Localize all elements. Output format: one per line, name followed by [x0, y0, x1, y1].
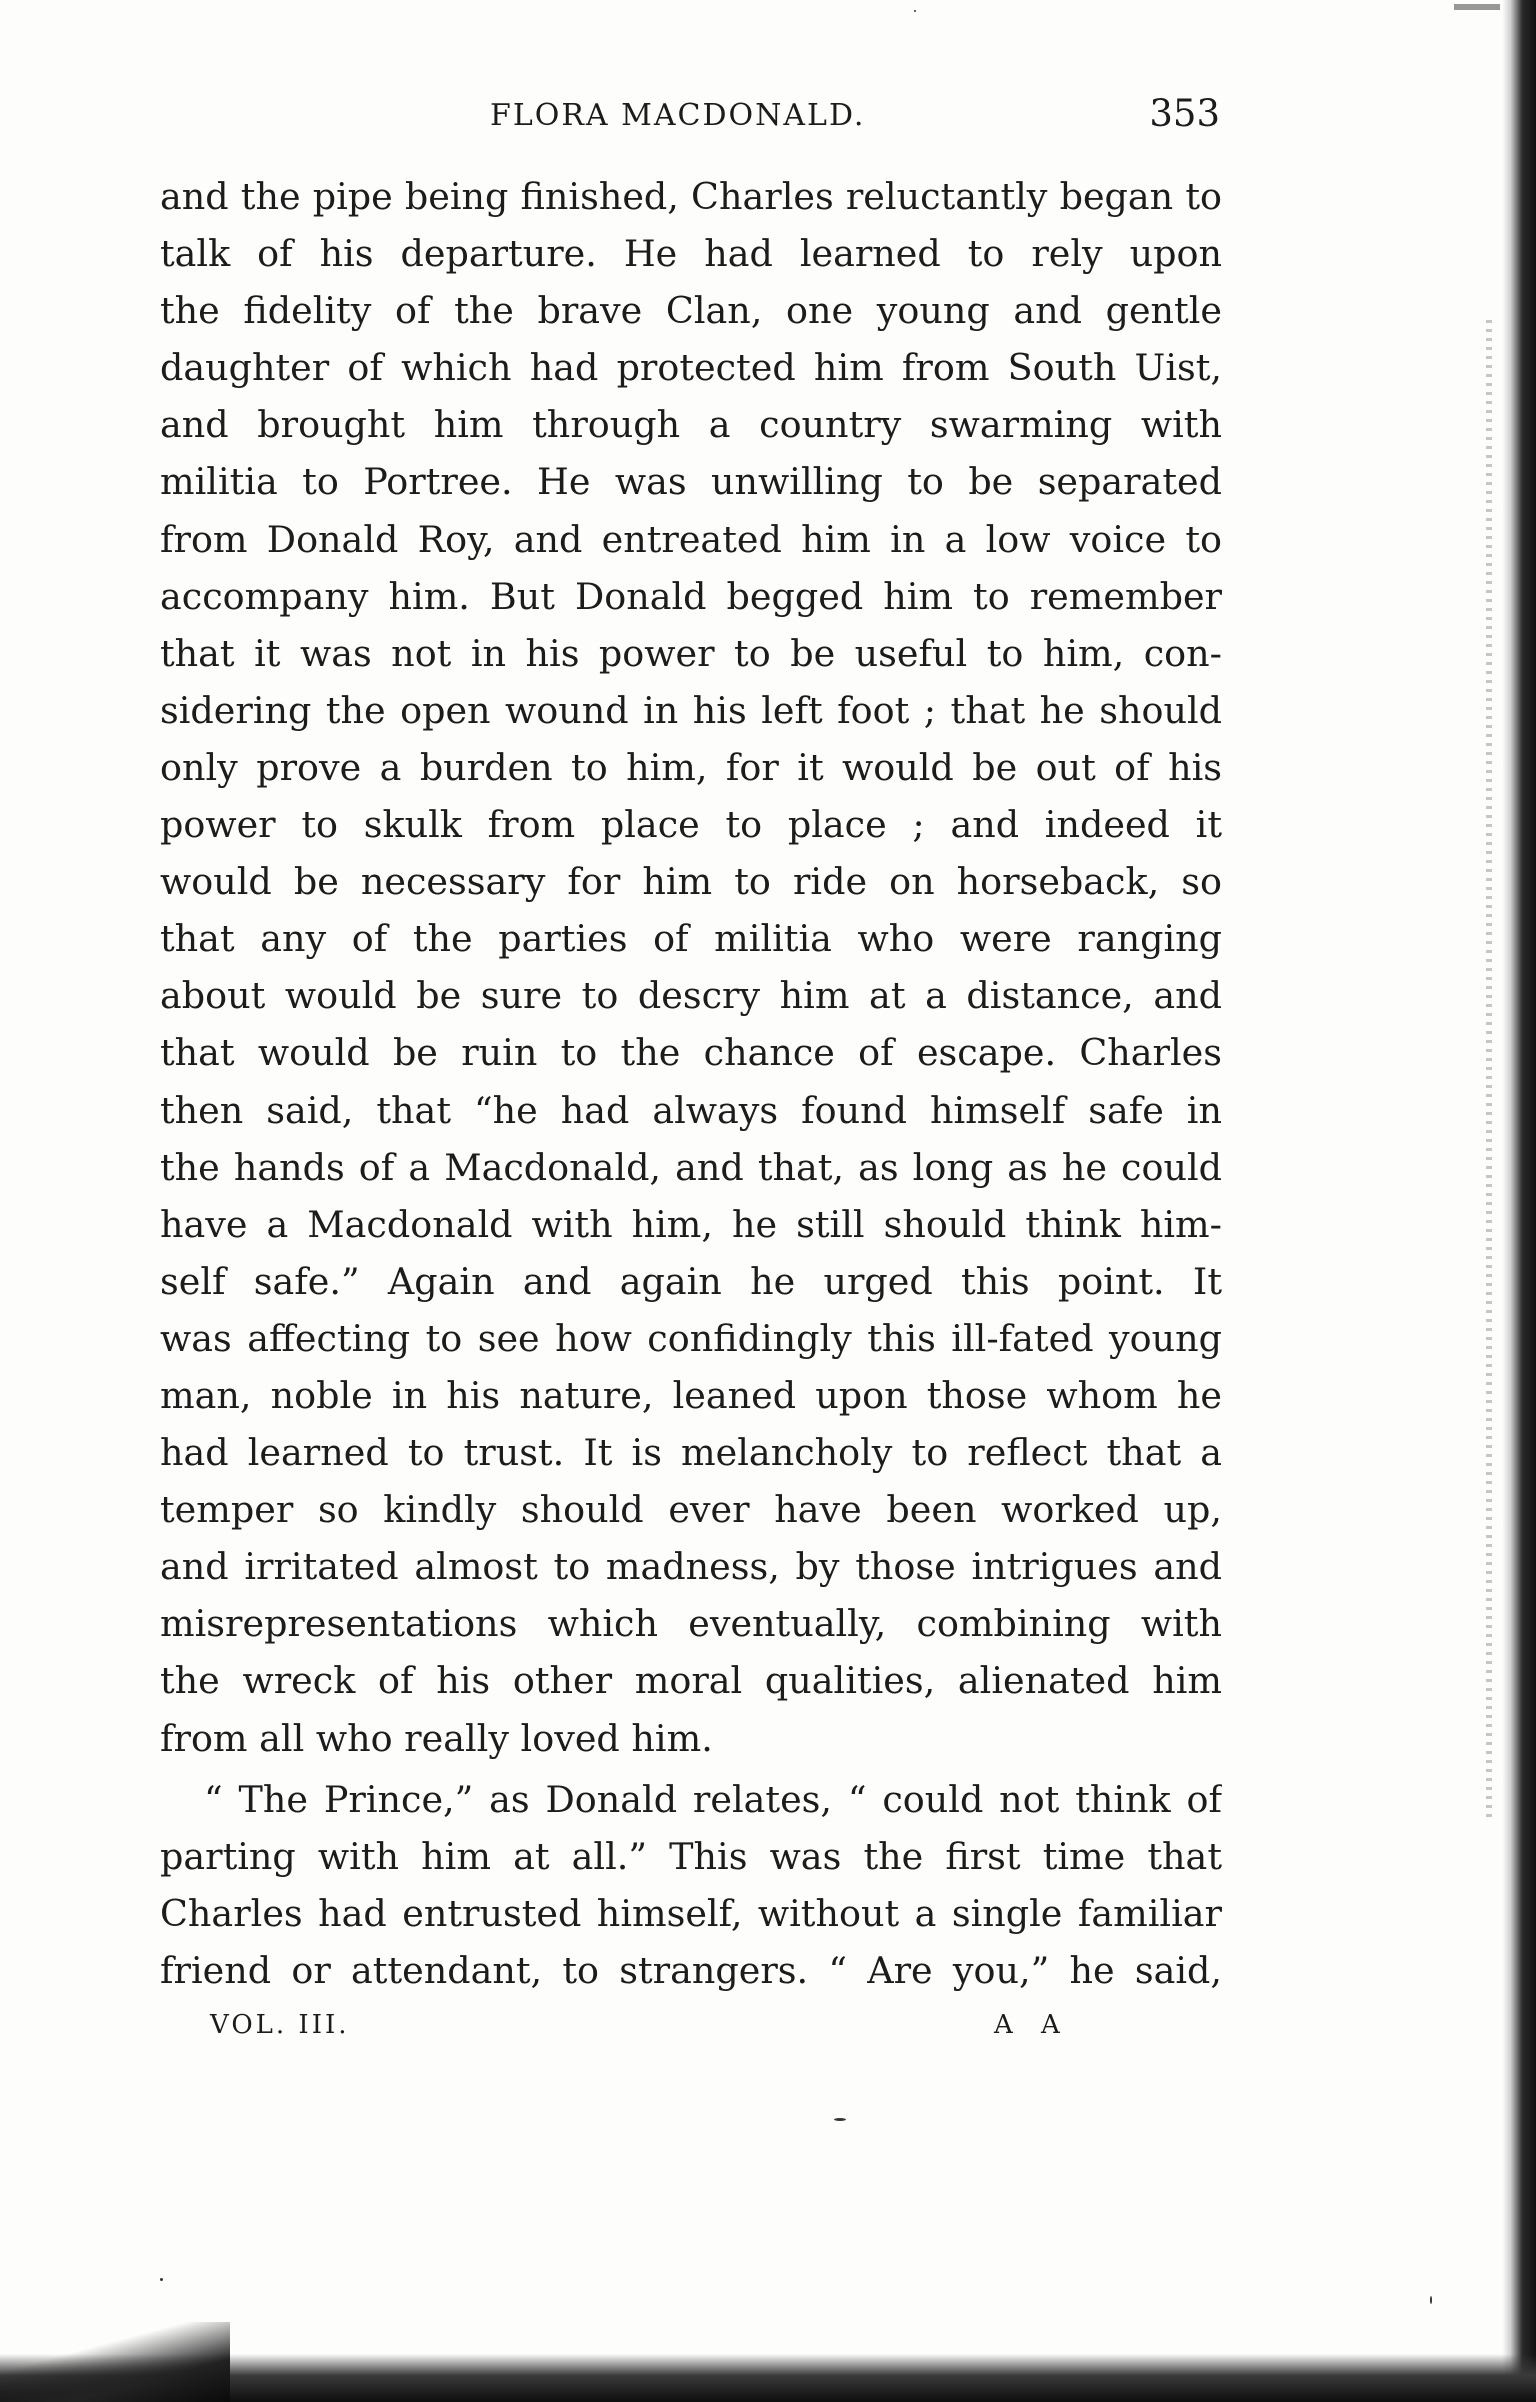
page-header	[160, 92, 1220, 142]
text-line: and the pipe being finished, Charles reluctantly began to	[160, 175, 1222, 218]
text-line: parting with him at all.” This was the first time that	[160, 1834, 1222, 1878]
ink-speck	[834, 2118, 846, 2121]
text-line: only prove a burden to him, for it would be out of his	[160, 745, 1222, 789]
text-line: misrepresentations which eventually, combining with	[160, 1602, 1222, 1646]
ink-speck	[914, 10, 916, 12]
running-title: FLORA MACDONALD.	[490, 98, 866, 133]
text-line: had learned to trust. It is melancholy to reflect that a	[160, 1431, 1222, 1475]
text-line: man, noble in his nature, leaned upon those whom he	[160, 1373, 1222, 1417]
page-mark	[1454, 4, 1500, 10]
page-number: 353	[1149, 92, 1220, 135]
signature-mark: A A	[994, 2010, 1070, 2040]
paragraph	[160, 168, 1222, 1767]
text-line: and irritated almost to madness, by those intrigues and	[160, 1545, 1222, 1589]
text-line: Charles had entrusted himself, without a single familiar	[160, 1891, 1222, 1935]
text-line: power to skulk from place to place ; and indeed it	[160, 803, 1222, 847]
text-line: and brought him through a country swarming with	[160, 403, 1222, 447]
text-line: sidering the open wound in his left foot ; that he should	[160, 688, 1222, 732]
page-corner-shadow	[0, 2322, 230, 2402]
body-text	[160, 168, 1222, 1999]
text-line: would be necessary for him to ride on horseback, so	[160, 860, 1222, 904]
text-line: talk of his departure. He had learned to rely upon	[160, 232, 1222, 276]
text-line: daughter of which had protected him from South Uist,	[160, 346, 1222, 390]
text-line: have a Macdonald with him, he still should think him-	[160, 1202, 1222, 1246]
text-line: from Donald Roy, and entreated him in a low voice to	[160, 517, 1222, 561]
page-bottom-shadow	[0, 2354, 1536, 2402]
ink-speck	[160, 2278, 163, 2281]
page-binding-shadow	[1502, 0, 1536, 2402]
text-line: the wreck of his other moral qualities, alienated him	[160, 1659, 1222, 1703]
text-line: then said, that “he had always found himself safe in	[160, 1088, 1222, 1132]
text-line: accompany him. But Donald begged him to remember	[160, 574, 1222, 618]
paragraph	[160, 1771, 1222, 1999]
text-line: that it was not in his power to be useful to him, con-	[160, 631, 1222, 675]
text-line: that any of the parties of militia who were ranging	[160, 917, 1222, 961]
page-footer	[210, 2010, 1110, 2054]
text-line: from all who really loved him.	[160, 1716, 713, 1760]
text-line: the fidelity of the brave Clan, one young and gentle	[160, 289, 1222, 333]
page-edge-texture	[1486, 320, 1492, 1820]
text-line: the hands of a Macdonald, and that, as long as he could	[160, 1145, 1222, 1189]
text-line: that would be ruin to the chance of escape. Charles	[160, 1031, 1222, 1075]
text-line: was affecting to see how confidingly this ill-fated young	[160, 1316, 1222, 1360]
text-line: self safe.” Again and again he urged this point. It	[160, 1259, 1222, 1303]
text-line: militia to Portree. He was unwilling to be separated	[160, 460, 1222, 504]
text-line: about would be sure to descry him at a distance, and	[160, 974, 1222, 1018]
ink-speck	[1430, 2296, 1432, 2304]
volume-label: VOL. III.	[210, 2010, 350, 2040]
text-line: temper so kindly should ever have been worked up,	[160, 1488, 1222, 1532]
text-line: friend or attendant, to strangers. “ Are you,” he said,	[160, 1948, 1222, 1992]
text-line: “ The Prince,” as Donald relates, “ could not think of	[204, 1777, 1222, 1821]
